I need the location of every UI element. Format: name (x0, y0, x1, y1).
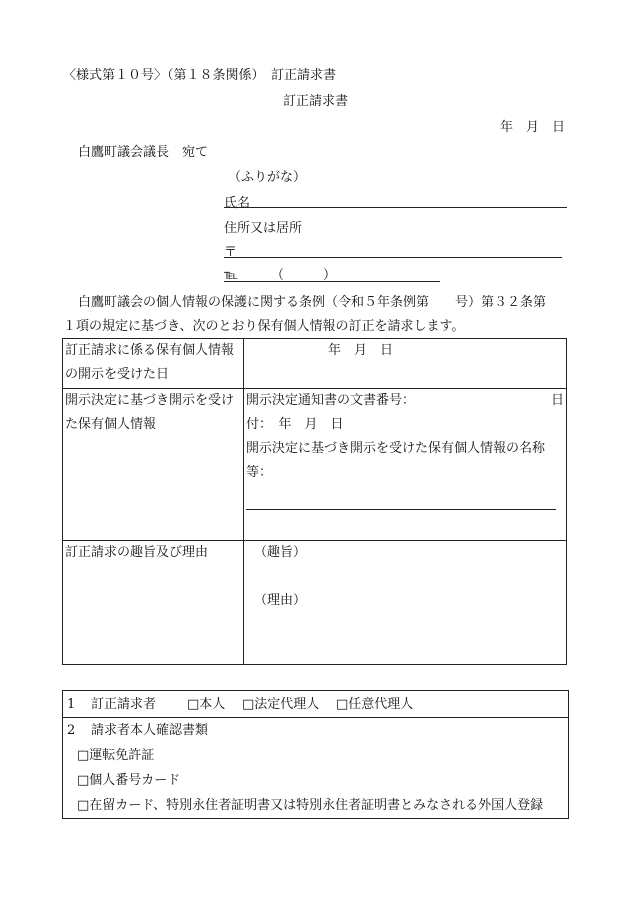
row-label-line: 開示決定に基づき開示を受け (65, 393, 235, 408)
purpose-label: （趣旨） (254, 545, 307, 560)
info-name-label-end: 等： (246, 465, 273, 480)
table-row (63, 389, 567, 541)
name-label: 氏名 (224, 196, 251, 211)
intro-line-2: １項の規定に基づき、次のとおり保有個人情報の訂正を請求します。 (63, 319, 465, 334)
row-label-line: た保有個人情報 (65, 417, 157, 432)
checkbox-self[interactable]: □本人 (187, 697, 226, 712)
furigana-label: （ふりがな） (228, 170, 307, 185)
row-label (63, 541, 244, 665)
table-row (63, 339, 567, 389)
info-name-field[interactable] (246, 509, 556, 510)
addressee: 白鷹町議会議長 宛て (78, 145, 209, 160)
doc-date-line: 付： 年 月 日 (246, 417, 344, 432)
disclosure-date: 年 月 日 (328, 343, 394, 358)
row-label (63, 339, 244, 389)
page-title: 訂正請求書 (283, 94, 349, 109)
checkbox-voluntary-agent[interactable]: □任意代理人 (336, 697, 414, 712)
address-field[interactable] (224, 257, 562, 258)
row-label-line: 訂正請求に係る保有個人情報 (65, 343, 235, 358)
table-row (63, 541, 567, 665)
row-label-line: 訂正請求の趣旨及び理由 (65, 545, 209, 560)
tel-label: ℡ (224, 268, 238, 283)
item-number: 1 (67, 697, 76, 712)
checkbox-drivers-license[interactable]: □運転免許証 (77, 748, 155, 763)
disclosed-info-cell[interactable] (244, 389, 567, 541)
doc-number-label: 開示決定通知書の文書番号： (246, 393, 416, 408)
checkbox-residence-card[interactable]: □在留カード、特別永住者証明書又は特別永住者証明書とみなされる外国人登録 (77, 798, 544, 813)
disclosure-date-cell[interactable] (244, 339, 567, 389)
purpose-reason-cell[interactable] (244, 541, 567, 665)
date-field[interactable]: 年 月 日 (500, 120, 566, 135)
row-label-line: の開示を受けた日 (65, 367, 170, 382)
id-docs-label: 請求者本人確認書類 (91, 723, 209, 738)
intro-line-1: 白鷹町議会の個人情報の保護に関する条例（令和５年条例第 号）第３２条第 (78, 295, 547, 310)
row-label (63, 389, 244, 541)
address-label: 住所又は居所 (224, 221, 303, 236)
doc-number-day: 日 (550, 393, 564, 408)
tel-parens: （ ） (271, 268, 337, 283)
info-name-label: 開示決定に基づき開示を受けた保有個人情報の名称 (246, 441, 546, 456)
correction-table (62, 338, 567, 665)
item-number: 2 (67, 723, 76, 738)
requester-label: 訂正請求者 (91, 697, 157, 712)
doc-number-line (246, 389, 564, 413)
name-field[interactable] (224, 207, 567, 208)
divider (63, 717, 568, 718)
checkbox-legal-agent[interactable]: □法定代理人 (242, 697, 320, 712)
tel-field[interactable] (224, 281, 440, 282)
postal-mark: 〒 (224, 245, 238, 260)
checkbox-my-number-card[interactable]: □個人番号カード (77, 773, 181, 788)
form-number: 〈様式第１０号〉（第１８条関係） 訂正請求書 (63, 68, 337, 83)
reason-label: （理由） (254, 593, 307, 608)
requester-box (62, 690, 569, 819)
